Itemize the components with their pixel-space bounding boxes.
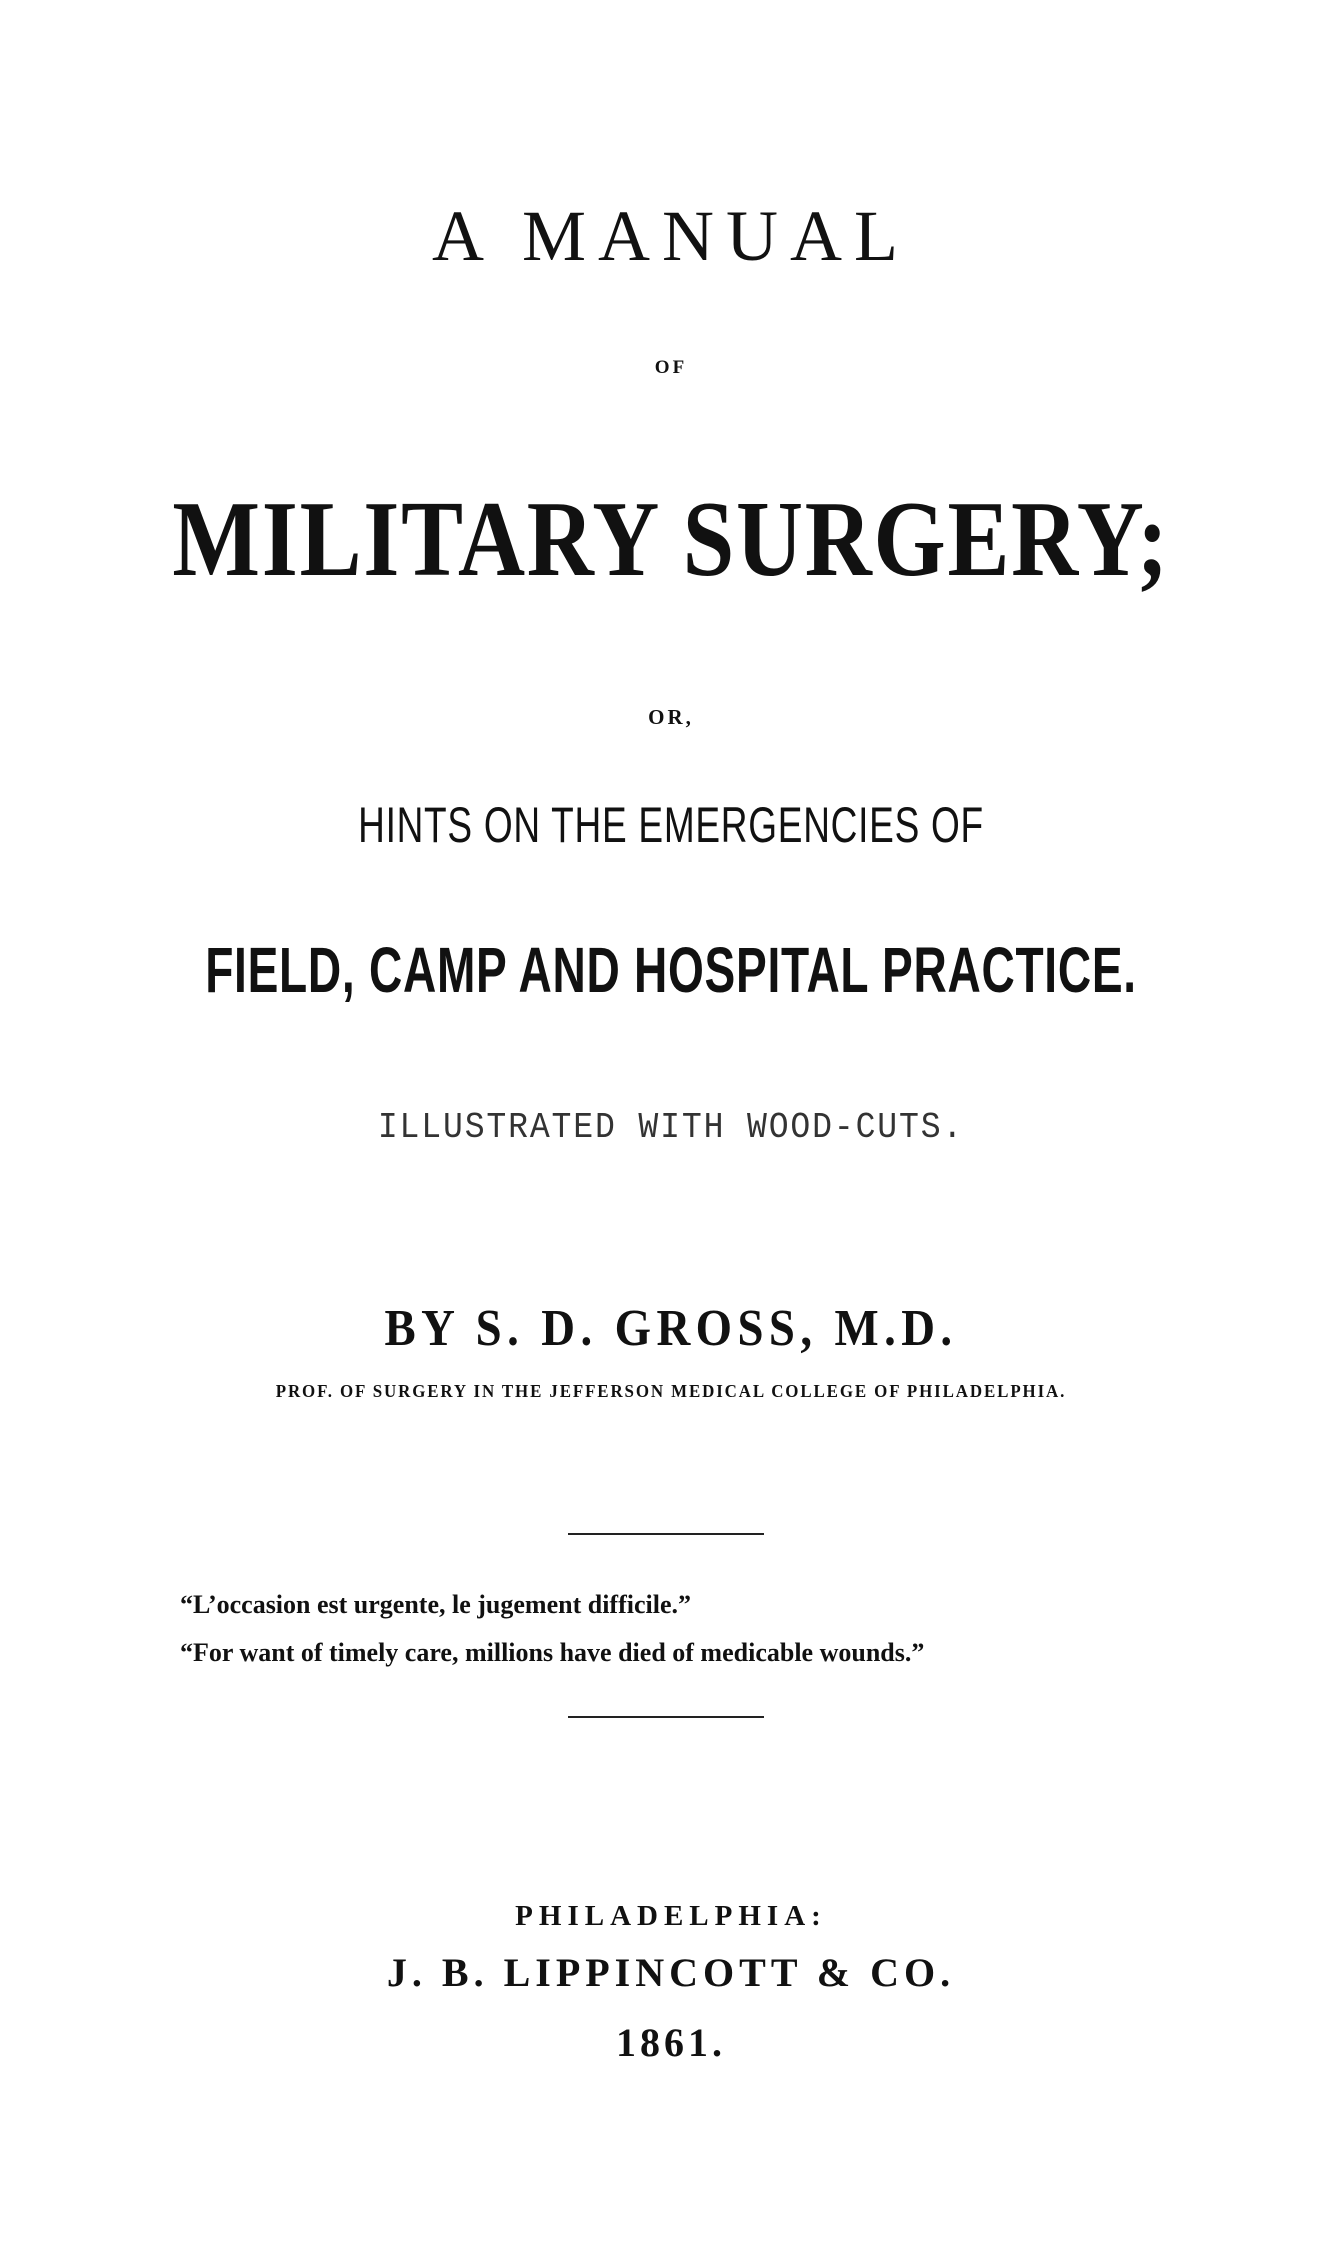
illustration-note: ILLUSTRATED WITH WOOD-CUTS. <box>377 1107 965 1148</box>
author-line: BY S. D. GROSS, M.D. <box>384 1300 958 1357</box>
epigraph-english: “For want of timely care, millions have died of medicable wounds.” <box>180 1638 925 1667</box>
title-line-a-manual: A MANUAL <box>431 196 910 276</box>
subtitle-line-1: HINTS ON THE EMERGENCIES OF <box>358 797 984 853</box>
connector-of: OF <box>654 357 688 378</box>
epigraph-french: “L’occasion est urgente, le jugement difficile.” <box>180 1590 691 1619</box>
divider-rule-bottom <box>568 1716 764 1718</box>
subtitle-line-2: FIELD, CAMP AND HOSPITAL PRACTICE. <box>205 934 1137 1006</box>
imprint-city: PHILADELPHIA: <box>515 1900 827 1932</box>
imprint-year: 1861. <box>616 2020 726 2065</box>
author-affiliation: PROF. OF SURGERY IN THE JEFFERSON MEDICAL COLLEGE OF PHILADELPHIA. <box>275 1381 1067 1401</box>
divider-rule-top <box>568 1533 764 1535</box>
imprint-publisher: J. B. LIPPINCOTT & CO. <box>386 1950 956 1995</box>
connector-or: OR, <box>648 705 694 729</box>
main-title: MILITARY SURGERY; <box>172 480 1170 599</box>
